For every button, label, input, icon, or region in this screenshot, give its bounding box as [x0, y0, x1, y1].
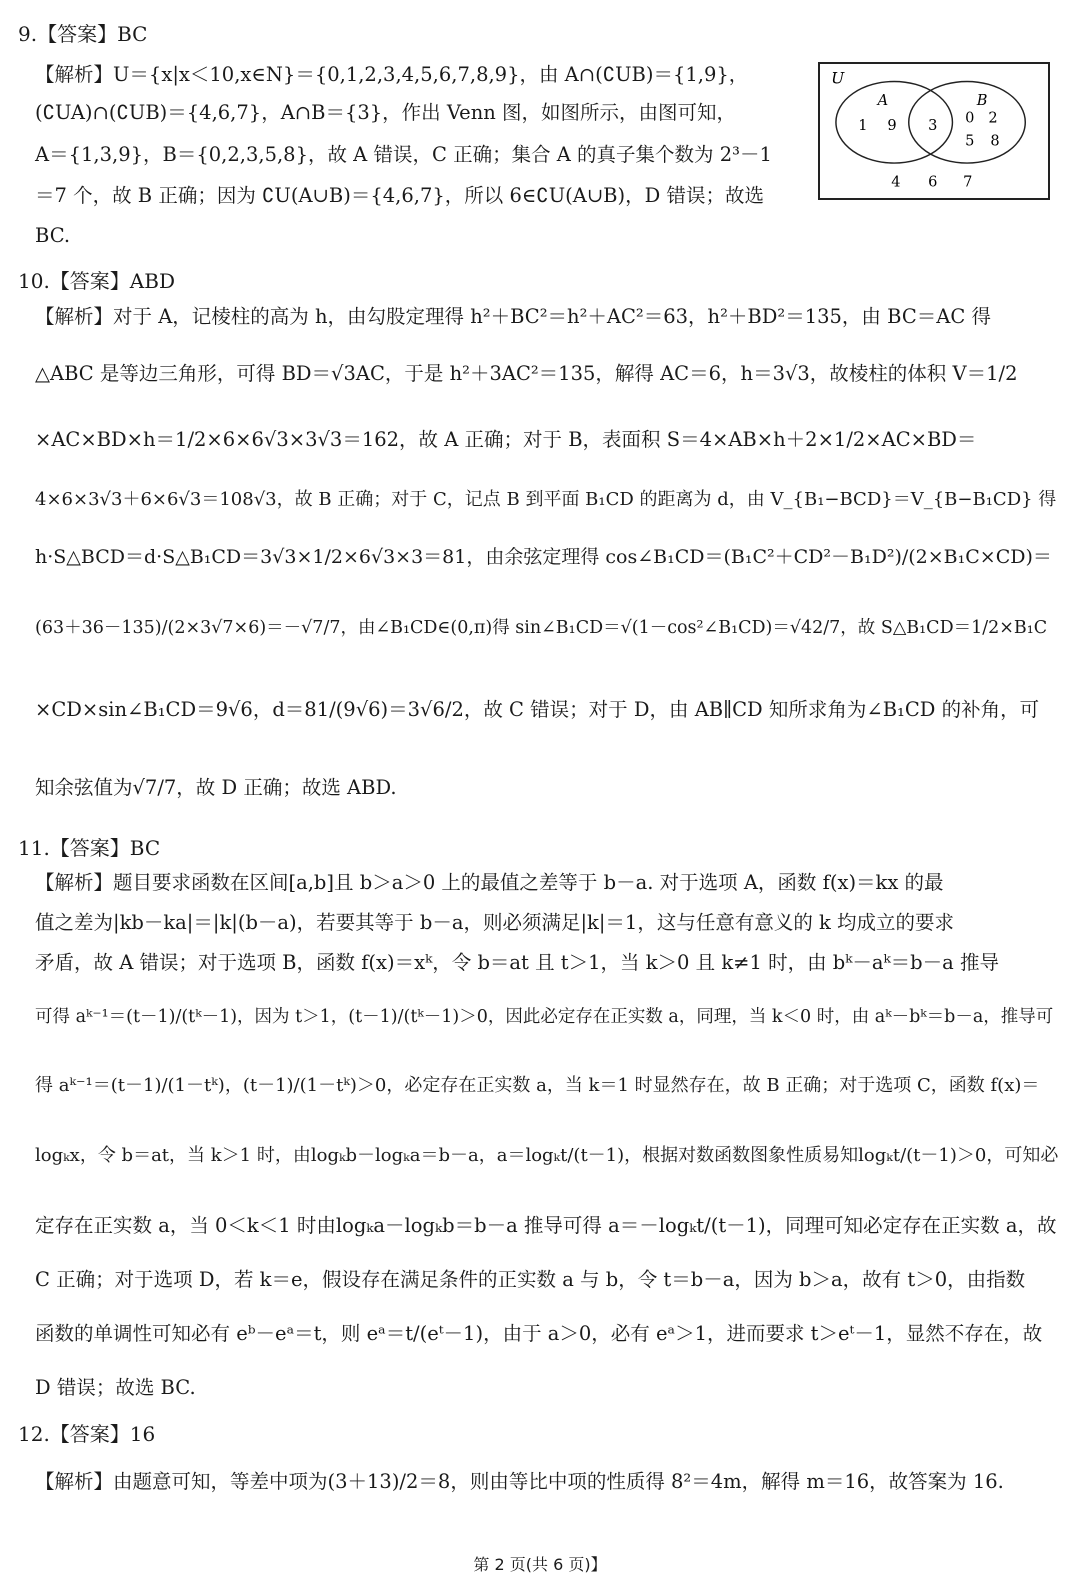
q10-line: ×AC×BD×h＝1/2×6×6√3×3√3＝162，故 A 正确；对于 B，表面积 S＝4×AB×h＋2×1/2×AC×BD＝ — [35, 428, 977, 451]
q11-line: logₖx，令 b＝at，当 k＞1 时，由logₖb－logₖa＝b－a，a＝logₖt/(t－1)，根据对数函数图象性质易知logₖt/(t－1)＞0，可知必 — [35, 1145, 1059, 1166]
q10-line: (63＋36－135)/(2×3√7×6)＝－√7/7，由∠B₁CD∈(0,π)得 sin∠B₁CD＝√(1－cos²∠B₁CD)＝√42/7，故 S△B₁CD＝1/2×B₁C — [35, 618, 1048, 638]
venn-outside-element: 7 — [963, 173, 973, 191]
venn-outside-element: 6 — [928, 173, 938, 191]
q11-line: 可得 aᵏ⁻¹＝(t－1)/(tᵏ－1)，因为 t＞1，(t－1)/(tᵏ－1)＞0，因此必定存在正实数 a，同理，当 k＜0 时，由 aᵏ－bᵏ＝b－a，推导可 — [35, 1007, 1054, 1027]
q9-line: 【解析】U＝{x|x＜10,x∈N}＝{0,1,2,3,4,5,6,7,8,9}，由 A∩(∁UB)＝{1,9}， — [35, 63, 749, 86]
q11-heading: 11.【答案】BC — [18, 836, 161, 860]
q10-line: △ABC 是等边三角形，可得 BD＝√3AC，于是 h²＋3AC²＝135，解得 AC＝6，h＝3√3，故棱柱的体积 V＝1/2 — [35, 362, 1018, 385]
venn-intersection-element: 3 — [928, 117, 938, 135]
venn-b-element: 0 — [965, 109, 975, 127]
venn-diagram-svg — [820, 64, 1048, 198]
q11-line: C 正确；对于选项 D，若 k＝e，假设存在满足条件的正实数 a 与 b，令 t＝b－a，因为 b＞a，故有 t＞0，由指数 — [35, 1268, 1026, 1291]
q9-heading: 9.【答案】BC — [18, 22, 148, 46]
venn-b-element: 5 — [965, 132, 975, 150]
q11-line: 函数的单调性可知必有 eᵇ－eᵃ＝t，则 eᵃ＝t/(eᵗ－1)，由于 a＞0，必有 eᵃ＞1，进而要求 t＞eᵗ－1，显然不存在，故 — [35, 1322, 1043, 1345]
q11-line: 矛盾，故 A 错误；对于选项 B，函数 f(x)＝xᵏ，令 b＝at 且 t＞1，当 k＞0 且 k≠1 时，由 bᵏ－aᵏ＝b－a 推导 — [35, 951, 999, 974]
q11-line: 定存在正实数 a，当 0＜k＜1 时由logₖa－logₖb＝b－a 推导可得 a＝－logₖt/(t－1)，同理可知必定存在正实数 a，故 — [35, 1214, 1057, 1237]
q11-line: 【解析】题目要求函数在区间[a,b]且 b＞a＞0 上的最值之差等于 b－a. 对于选项 A，函数 f(x)＝kx 的最 — [35, 871, 944, 894]
q9-line: ＝7 个，故 B 正确；因为 ∁U(A∪B)＝{4,6,7}，所以 6∈∁U(A∪B)，D 错误；故选 — [35, 184, 764, 207]
q11-line: 值之差为|kb－ka|＝|k|(b－a)，若要其等于 b－a，则必须满足|k|＝1，这与任意有意义的 k 均成立的要求 — [35, 911, 955, 934]
q10-heading: 10.【答案】ABD — [18, 269, 175, 293]
venn-a-element: 1 — [858, 117, 868, 135]
q10-line: 知余弦值为√7/7，故 D 正确；故选 ABD. — [35, 776, 397, 799]
venn-b-element: 8 — [990, 132, 1000, 150]
venn-a-element: 9 — [887, 117, 897, 135]
q11-line: D 错误；故选 BC. — [35, 1376, 196, 1399]
q12-heading: 12.【答案】16 — [18, 1422, 156, 1446]
q10-line: h·S△BCD＝d·S△B₁CD＝3√3×1/2×6√3×3＝81，由余弦定理得 cos∠B₁CD＝(B₁C²＋CD²－B₁D²)/(2×B₁C×CD)＝ — [35, 546, 1052, 568]
venn-label-a: A — [877, 91, 889, 109]
venn-outside-element: 4 — [891, 173, 901, 191]
q11-line: 得 aᵏ⁻¹＝(t－1)/(1－tᵏ)，(t－1)/(1－tᵏ)＞0，必定存在正实数 a，当 k＝1 时显然存在，故 B 正确；对于选项 C，函数 f(x)＝ — [35, 1075, 1040, 1096]
q9-line: A＝{1,3,9}，B＝{0,2,3,5,8}，故 A 错误，C 正确；集合 A 的真子集个数为 2³－1 — [35, 143, 772, 166]
q10-line: 【解析】对于 A，记棱柱的高为 h，由勾股定理得 h²＋BC²＝h²＋AC²＝63，h²＋BD²＝135，由 BC＝AC 得 — [35, 305, 991, 328]
venn-label-b: B — [976, 91, 988, 109]
q10-line: ×CD×sin∠B₁CD＝9√6，d＝81/(9√6)＝3√6/2，故 C 错误；对于 D，由 AB∥CD 知所求角为∠B₁CD 的补角，可 — [35, 698, 1040, 721]
q10-line: 4×6×3√3＋6×6√3＝108√3，故 B 正确；对于 C，记点 B 到平面 B₁CD 的距离为 d，由 V_{B₁−BCD}＝V_{B−B₁CD} 得 — [35, 489, 1057, 510]
venn-diagram — [818, 62, 1050, 200]
q9-line: BC. — [35, 224, 71, 247]
q9-line: (∁UA)∩(∁UB)＝{4,6,7}，A∩B＝{3}，作出 Venn 图，如图所示，由图可知， — [35, 101, 737, 124]
venn-label-u: U — [831, 69, 845, 88]
q12-line: 【解析】由题意可知，等差中项为(3＋13)/2＝8，则由等比中项的性质得 8²＝4m，解得 m＝16，故答案为 16. — [35, 1470, 1004, 1493]
page-footer: 第 2 页(共 6 页)】 — [473, 1555, 607, 1574]
venn-b-element: 2 — [988, 109, 998, 127]
